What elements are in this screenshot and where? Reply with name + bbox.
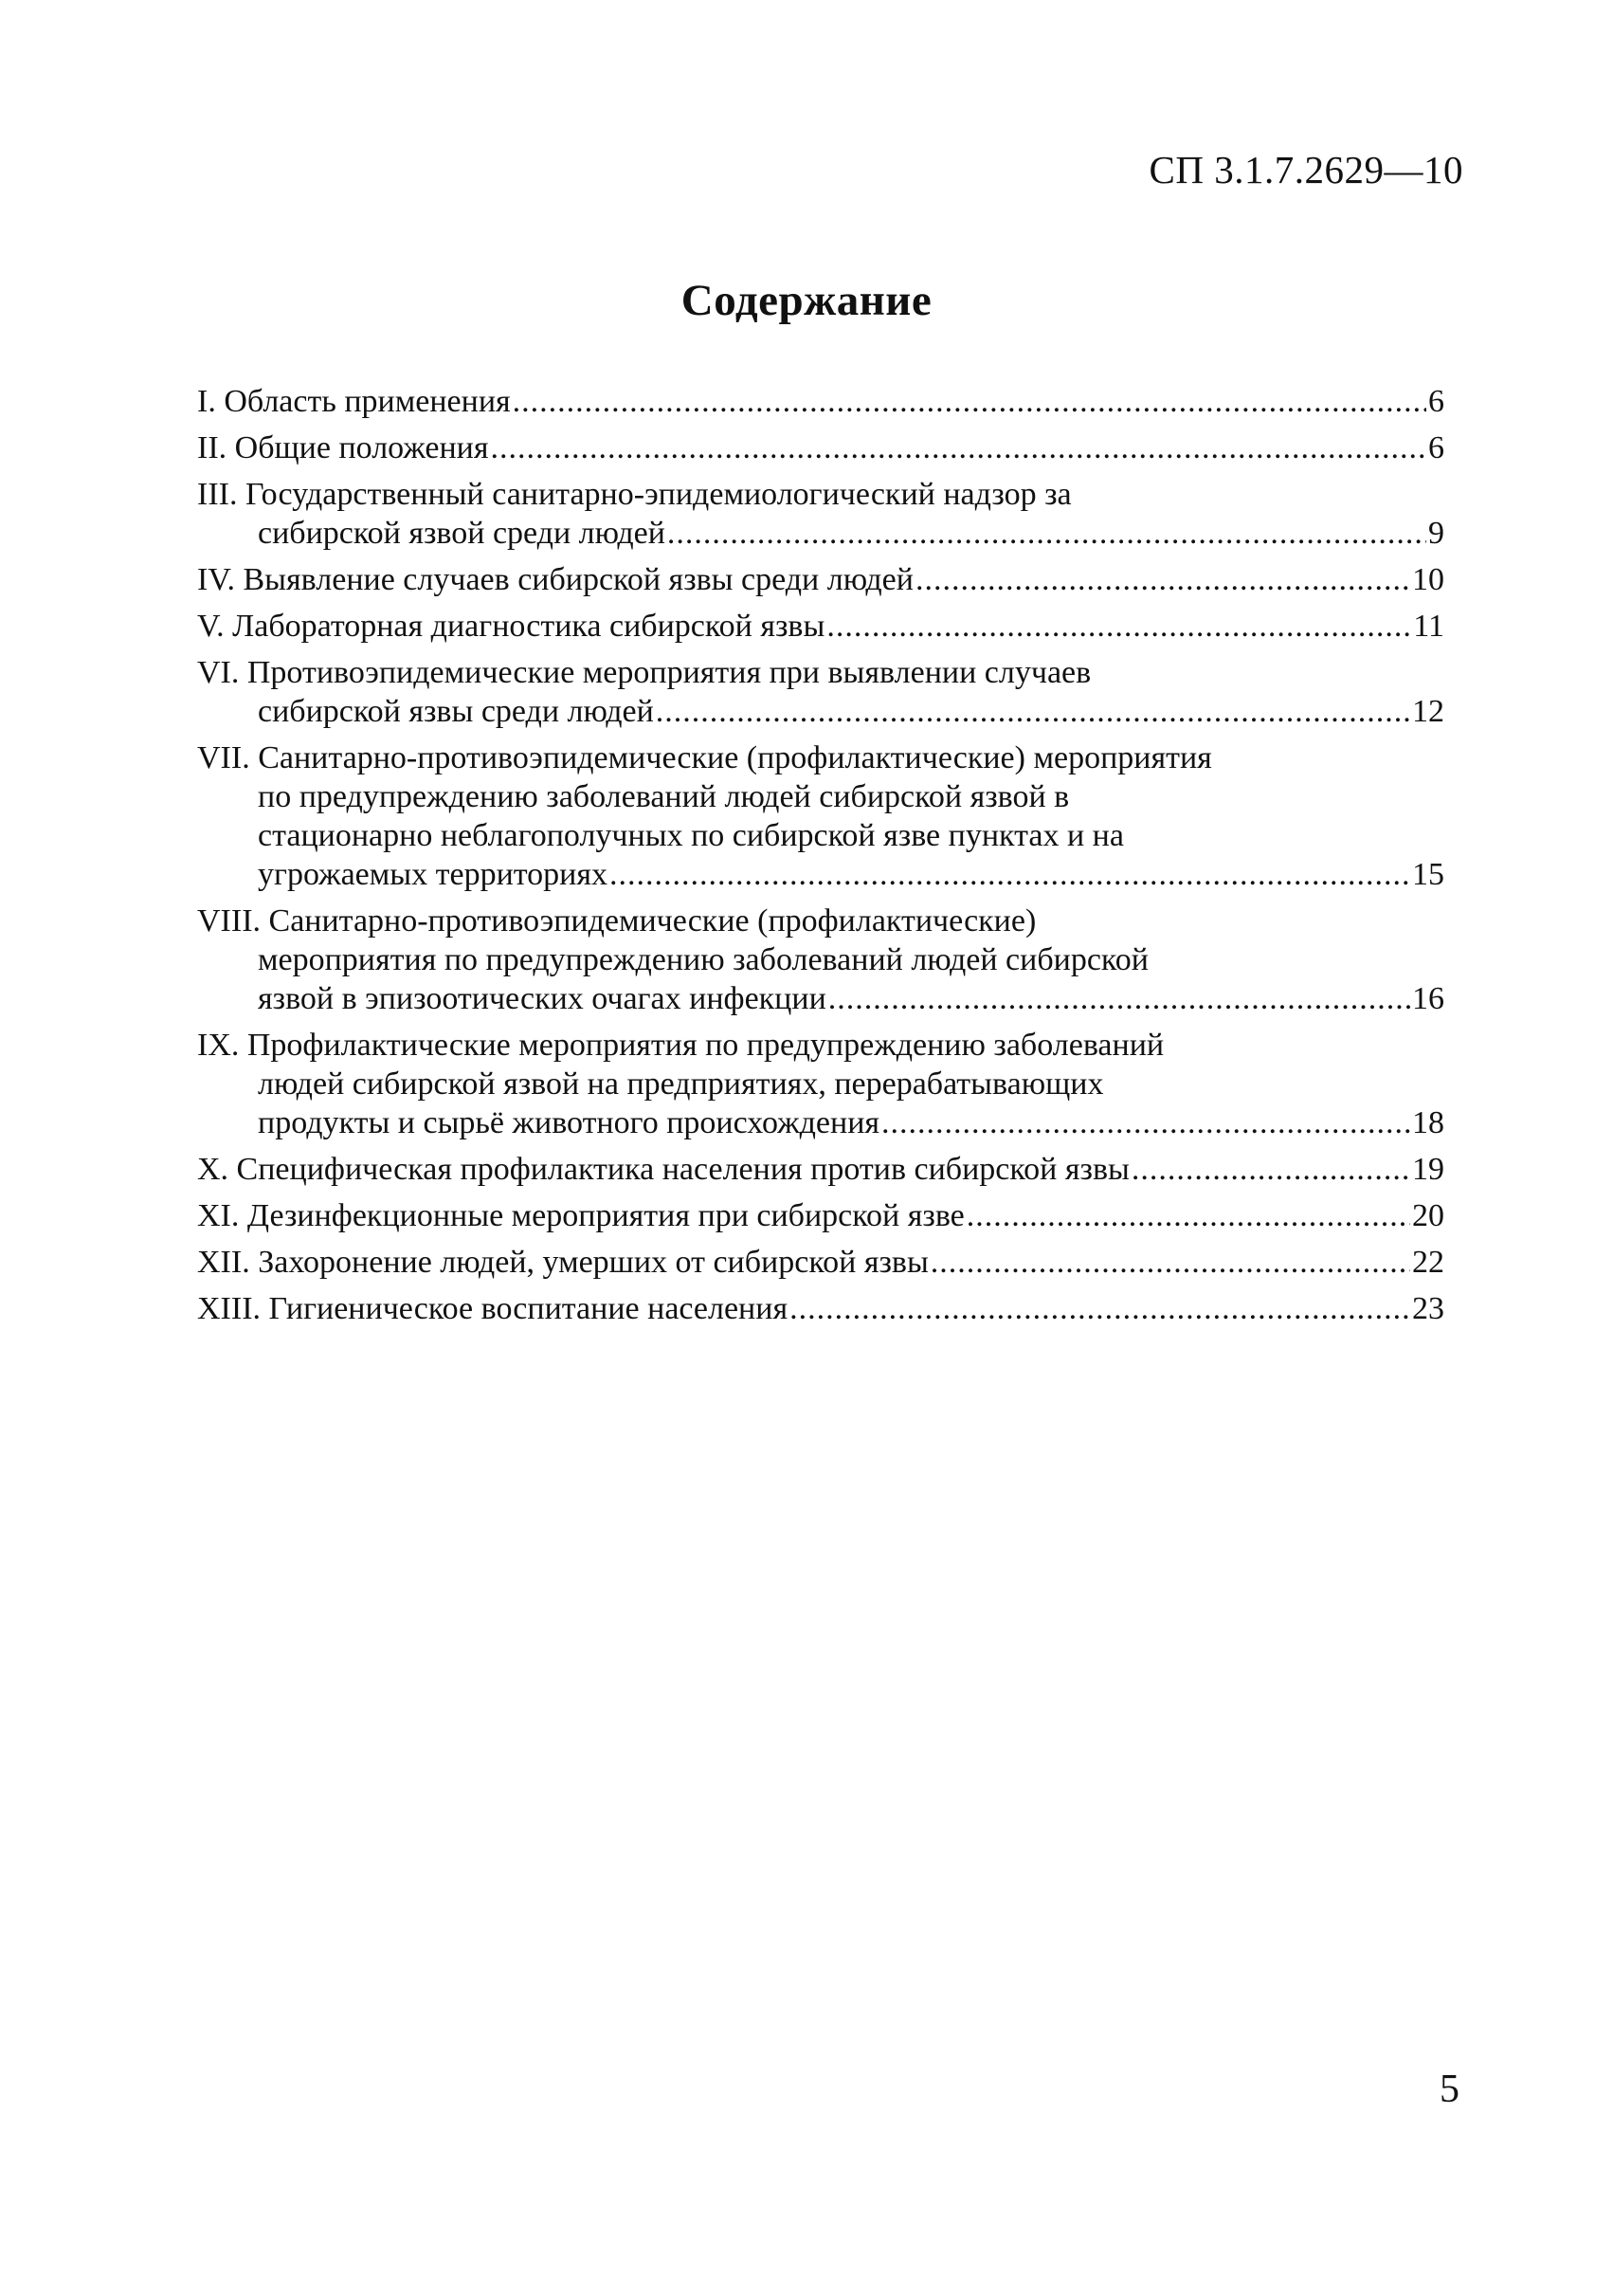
toc-page-number: 6 xyxy=(1428,430,1444,465)
toc-entry xyxy=(197,607,1444,646)
dot-leader xyxy=(828,979,1410,1018)
toc-entry-text: XI. Дезинфекционные мероприятия при сибирской язве xyxy=(197,1198,965,1233)
table-of-contents xyxy=(197,382,1444,1336)
toc-entry xyxy=(197,1026,1444,1142)
toc-line xyxy=(197,1243,1444,1282)
toc-page-number: 6 xyxy=(1428,384,1444,419)
toc-line xyxy=(197,1150,1444,1189)
toc-entry xyxy=(197,1150,1444,1189)
toc-entry xyxy=(197,1243,1444,1282)
dot-leader xyxy=(656,692,1410,731)
toc-line xyxy=(197,514,1444,553)
dot-leader xyxy=(609,855,1410,894)
toc-page-number: 9 xyxy=(1428,516,1444,551)
toc-entry-text: I. Область применения xyxy=(197,384,511,419)
toc-entry-text: X. Специфическая профилактика населения против сибирской язвы xyxy=(197,1152,1130,1187)
toc-line: III. Государственный санитарно-эпидемиологический надзор за xyxy=(197,477,1072,512)
toc-line xyxy=(197,1196,1444,1235)
toc-entry xyxy=(197,475,1444,553)
toc-line: VI. Противоэпидемические мероприятия при выявлении случаев xyxy=(197,655,1092,690)
toc-line xyxy=(197,1103,1444,1142)
toc-line: стационарно неблагополучных по сибирской язве пунктах и на xyxy=(258,818,1124,853)
toc-entry-text: IV. Выявление случаев сибирской язвы среди людей xyxy=(197,562,914,597)
toc-page-number: 11 xyxy=(1413,609,1444,644)
toc-page-number: 12 xyxy=(1412,694,1444,729)
toc-entry xyxy=(197,738,1444,894)
dot-leader xyxy=(491,428,1427,467)
toc-line xyxy=(197,855,1444,894)
toc-entry-text: II. Общие положения xyxy=(197,430,489,465)
toc-entry xyxy=(197,560,1444,599)
toc-page-number: 20 xyxy=(1412,1198,1444,1233)
toc-entry xyxy=(197,1289,1444,1328)
toc-entry-text: сибирской язвы среди людей xyxy=(258,694,654,729)
dot-leader xyxy=(915,560,1410,599)
toc-line: по предупреждению заболеваний людей сибирской язвой в xyxy=(258,779,1070,814)
page-number: 5 xyxy=(1440,2068,1459,2111)
toc-entry-text: XII. Захоронение людей, умерших от сибирской язвы xyxy=(197,1245,929,1280)
toc-page-number: 18 xyxy=(1412,1105,1444,1140)
dot-leader xyxy=(513,382,1426,421)
toc-line xyxy=(197,1289,1444,1328)
toc-page-number: 15 xyxy=(1412,857,1444,892)
toc-entry xyxy=(197,653,1444,731)
dot-leader xyxy=(967,1196,1410,1235)
toc-entry xyxy=(197,382,1444,421)
toc-line xyxy=(197,979,1444,1018)
dot-leader xyxy=(667,514,1426,553)
toc-line: IX. Профилактические мероприятия по предупреждению заболеваний xyxy=(197,1028,1165,1063)
toc-line xyxy=(197,607,1444,646)
toc-line xyxy=(197,692,1444,731)
toc-line xyxy=(197,560,1444,599)
dot-leader xyxy=(1132,1150,1410,1189)
toc-entry-text: язвой в эпизоотических очагах инфекции xyxy=(258,981,826,1016)
toc-line: мероприятия по предупреждению заболеваний людей сибирской xyxy=(258,942,1149,977)
toc-line xyxy=(197,382,1444,421)
toc-entry-text: V. Лабораторная диагностика сибирской язвы xyxy=(197,609,825,644)
dot-leader xyxy=(881,1103,1410,1142)
toc-entry xyxy=(197,1196,1444,1235)
dot-leader xyxy=(789,1289,1410,1328)
toc-line: VII. Санитарно-противоэпидемические (профилактические) мероприятия xyxy=(197,740,1212,775)
toc-entry xyxy=(197,902,1444,1018)
toc-page-number: 16 xyxy=(1412,981,1444,1016)
toc-entry xyxy=(197,428,1444,467)
toc-page-number: 22 xyxy=(1412,1245,1444,1280)
toc-page-number: 10 xyxy=(1412,562,1444,597)
toc-line: людей сибирской язвой на предприятиях, перерабатывающих xyxy=(258,1066,1104,1102)
toc-entry-text: продукты и сырьё животного происхождения xyxy=(258,1105,880,1140)
dot-leader xyxy=(931,1243,1410,1282)
document-code: СП 3.1.7.2629—10 xyxy=(1149,148,1463,191)
toc-line xyxy=(197,428,1444,467)
toc-line: VIII. Санитарно-противоэпидемические (профилактические) xyxy=(197,903,1037,938)
dot-leader xyxy=(826,607,1411,646)
toc-entry-text: XIII. Гигиеническое воспитание населения xyxy=(197,1291,788,1326)
toc-entry-text: угрожаемых территориях xyxy=(258,857,608,892)
toc-page-number: 19 xyxy=(1412,1152,1444,1187)
toc-entry-text: сибирской язвой среди людей xyxy=(258,516,665,551)
toc-page-number: 23 xyxy=(1412,1291,1444,1326)
page-title: Содержание xyxy=(680,276,933,325)
